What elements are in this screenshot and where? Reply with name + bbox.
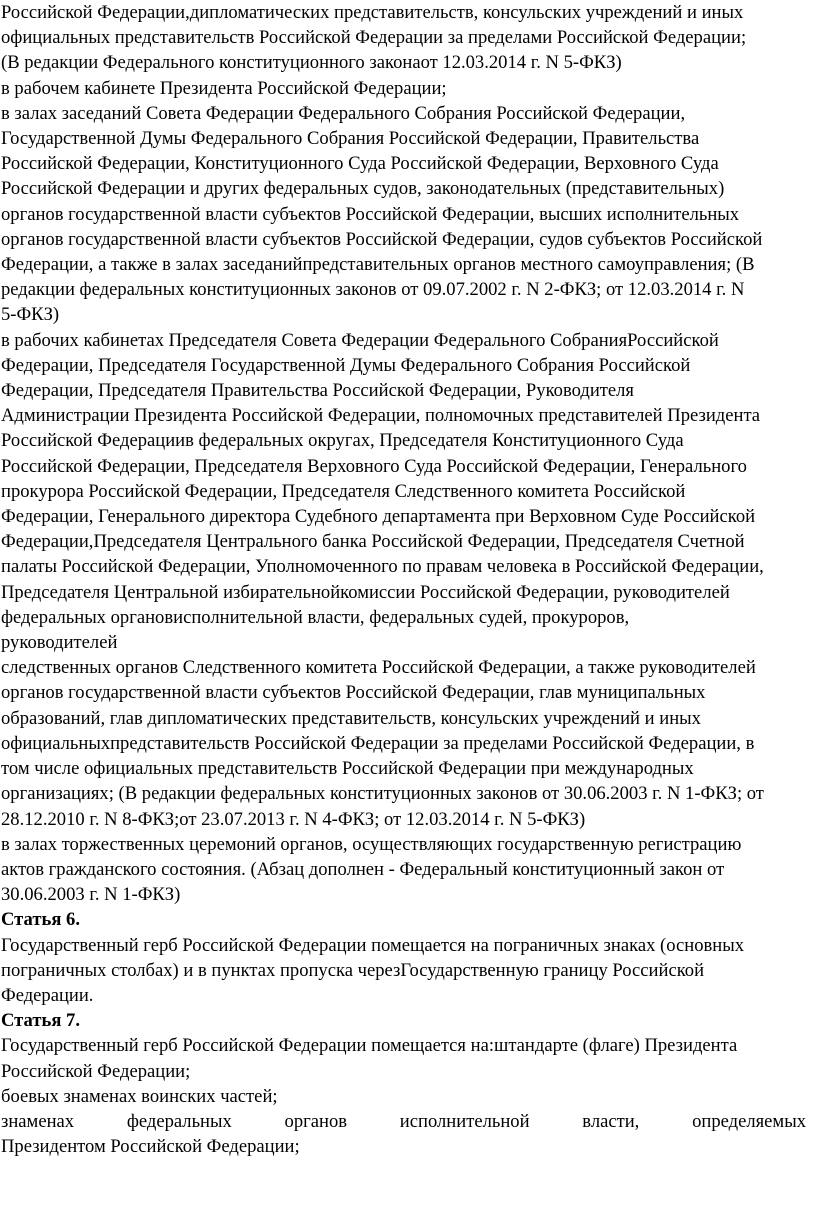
text-line: Российской Федерациив федеральных округах, Председателя Конституционного Суда: [1, 430, 684, 452]
text-line: органов государственной власти субъектов Российской Федерации, высших исполнительных: [1, 203, 740, 225]
text-line: Федерации, Председателя Правительства Российской Федерации, Руководителя: [1, 380, 634, 402]
text-line: Администрации Президента Российской Федерации, полномочных представителей Президента: [1, 405, 761, 427]
text-line: боевых знаменах воинских частей;: [1, 1085, 278, 1107]
text-line: Государственной Думы Федерального Собрания Российской Федерации, Правительства: [1, 128, 700, 150]
text-line: Российской Федерации;: [1, 1060, 191, 1082]
text-line: Российской Федерации и других федеральных судов, законодательных (представительных): [1, 178, 725, 200]
text-line: актов гражданского состояния. (Абзац дополнен - Федеральный конституционный закон от: [1, 858, 725, 880]
text-line: Российской Федерации, Конституционного Суда Российской Федерации, Верховного Суда: [1, 153, 719, 175]
text-line: образований, глав дипломатических представительств, консульских учреждений и иных: [1, 707, 701, 729]
text-line: (В редакции Федерального конституционного законаот 12.03.2014 г. N 5-ФКЗ): [1, 52, 622, 74]
paragraph-president-office: [1, 76, 806, 101]
text-line: органов государственной власти субъектов Российской Федерации, судов субъектов Российской: [1, 228, 763, 250]
text-line: следственных органов Следственного комитета Российской Федерации, а также руководителей: [1, 657, 756, 679]
text-line: Федерации.: [1, 984, 94, 1006]
text-line: Председателя Центральной избирательнойкомиссии Российской Федерации, руководителей: [1, 581, 730, 603]
text-line: Федерации,Председателя Центрального банка Российской Федерации, Председателя Счетной: [1, 531, 745, 553]
article-7-battle-banners: [1, 1084, 806, 1109]
article-6-text: [1, 933, 806, 1009]
paragraph-session-halls: [1, 101, 806, 328]
text-line: органов государственной власти субъектов Российской Федерации, глав муниципальных: [1, 682, 706, 704]
text-line: Федерации, а также в залах заседанийпредставительных органов местного самоуправления; (В: [1, 254, 755, 276]
text-line: Государственный герб Российской Федерации помещается на:штандарте (флаге) Президента: [1, 1035, 738, 1057]
paragraph-working-offices: [1, 328, 806, 656]
paragraph-ceremony-halls: [1, 832, 806, 908]
text-line: в рабочих кабинетах Председателя Совета Федерации Федерального СобранияРоссийской: [1, 329, 719, 351]
article-7-heading: Статья 7.: [1, 1010, 80, 1032]
paragraph-diplomatic-missions: [1, 0, 806, 76]
text-line: в залах торжественных церемоний органов, осуществляющих государственную регистрацию: [1, 833, 742, 855]
text-line: Российской Федерации, Председателя Верховного Суда Российской Федерации, Генерального: [1, 455, 747, 477]
text-line: федеральных органовисполнительной власти, федеральных судей, прокуроров,: [1, 606, 630, 628]
text-line: редакции федеральных конституционных законов от 09.07.2002 г. N 2-ФКЗ; от 12.03.2014 г. N: [1, 279, 745, 301]
text-line: Федерации, Генерального директора Судебного департамента при Верховном Суде Российской: [1, 506, 756, 528]
article-6-heading: Статья 6.: [1, 909, 80, 931]
text-line: 5-ФКЗ): [1, 304, 60, 326]
text-line: 28.12.2010 г. N 8-ФКЗ;от 23.07.2013 г. N 4-ФКЗ; от 12.03.2014 г. N 5-ФКЗ): [1, 808, 586, 830]
text-line: палаты Российской Федерации, Уполномоченного по правам человека в Российской Федерации,: [1, 556, 764, 578]
article-7-federal-banners-end: Президентом Российской Федерации;: [1, 1136, 300, 1158]
article-7-federal-banners: знаменах федеральных органов исполнительной власти, определяемых: [1, 1110, 806, 1132]
text-line: пограничных столбах) и в пунктах пропуска черезГосударственную границу Российской: [1, 959, 705, 981]
text-line: Федерации, Председателя Государственной Думы Федерального Собрания Российской: [1, 354, 691, 376]
text-line: в залах заседаний Совета Федерации Федерального Собрания Российской Федерации,: [1, 102, 686, 124]
text-line: в рабочем кабинете Президента Российской Федерации;: [1, 77, 447, 99]
text-line: прокурора Российской Федерации, Председателя Следственного комитета Российской: [1, 480, 686, 502]
text-line: официальныхпредставительств Российской Федерации за пределами Российской Федерации, в: [1, 732, 755, 754]
text-line: 30.06.2003 г. N 1-ФКЗ): [1, 884, 181, 906]
text-line: Государственный герб Российской Федерации помещается на пограничных знаках (основных: [1, 934, 745, 956]
text-line: официальных представительств Российской Федерации за пределами Российской Федерации;: [1, 27, 747, 49]
text-line: Российской Федерации,дипломатических представительств, консульских учреждений и иных: [1, 2, 744, 23]
text-line: руководителей: [1, 632, 118, 654]
paragraph-investigative-bodies: [1, 655, 806, 831]
article-7-standard: [1, 1033, 806, 1083]
text-line: том числе официальных представительств Российской Федерации при международных: [1, 758, 694, 780]
text-line: организациях; (В редакции федеральных конституционных законов от 30.06.2003 г. N 1-ФКЗ; от: [1, 783, 764, 805]
